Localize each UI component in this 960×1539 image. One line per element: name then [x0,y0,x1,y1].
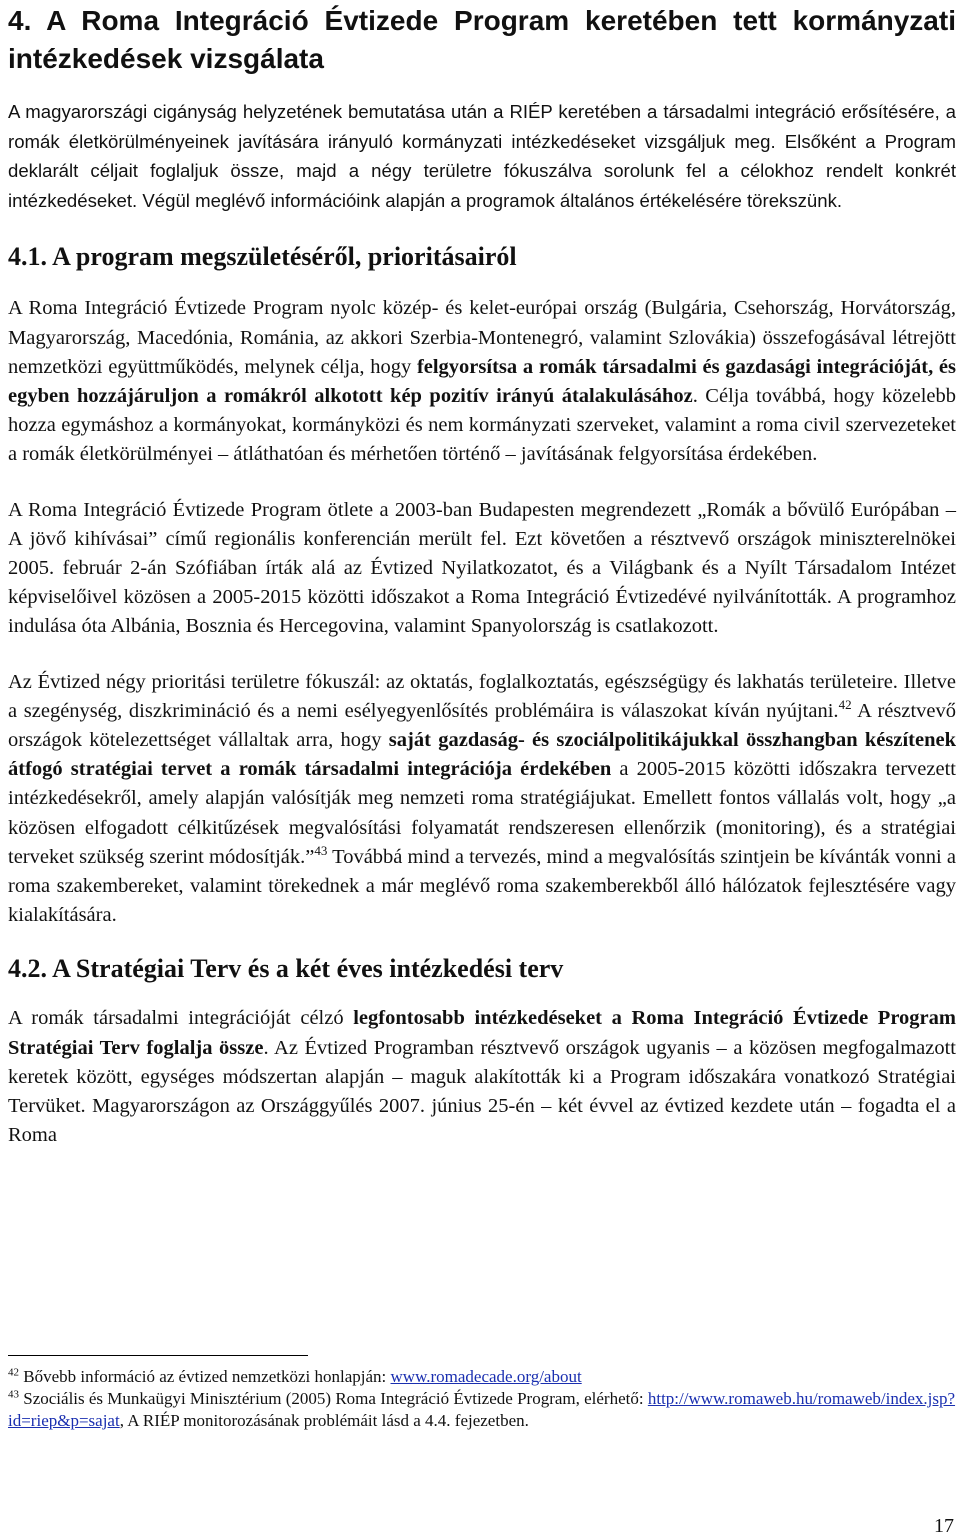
section-4-1-paragraph-1 [8,294,956,469]
footnote-separator [8,1355,308,1356]
text-run: A Roma Integráció Évtizede Program nyolc közép- és kelet-európai ország (Bulgária, Csehország, Horvátország, Magyarország, Macedónia, Románia, az akkori Szerbia-Montenegró, valamint Szlovákia) összefogásával létrejött nemzetközi együttműködés, melynek célja, hogy [8,297,956,378]
section-4-1-paragraph-2: A Roma Integráció Évtizede Program ötlete a 2003-ban Budapesten megrendezett „Romák a bővülő Európában – A jövő kihívásai” című regionális konferencián merült fel. Ezt követően a résztvevő országok miniszterelnökei 2005. február 2-án Szófiában írták alá az Évtized Nyilatkozatot, és a Világbank és a Nyílt Társadalom Intézet képviselőivel közösen a 2005-2015 közötti időszakot a Roma Integráció Évtizedévé nyilvánították. A programhoz indulása óta Albánia, Bosznia és Hercegovina, valamint Spanyolország is csatlakozott. [8,498,956,638]
text-run: Az Évtized négy prioritási területre fókuszál: az oktatás, foglalkoztatás, egészségügy és lakhatás területeire. Illetve a szegénység, diszkrimináció és a nemi esélyegyenlősítés problémáira is válaszokat kíván nyújtani. [8,670,956,722]
footnote-text: Szociális és Munkaügyi Minisztérium (2005) Roma Integráció Évtizede Program, elérhető: [19,1389,648,1408]
footnote-text: , A RIÉP monitorozásának problémáit lásd a 4.4. fejezetben. [119,1411,529,1430]
section-4-1-paragraph-3 [8,668,956,931]
text-run: A romák társadalmi integrációját célzó [8,1007,354,1030]
bold-text-run: saját gazdaság- és szociálpolitikájukkal összhangban készítenek átfogó stratégiai tervet a romák társadalmi integrációja érdekében [8,729,957,781]
section-4-1-heading: 4.1. A program megszületéséről, prioritásairól [8,242,517,272]
bold-text-run: felgyorsítsa a romák társadalmi és gazdasági integrációját, és egyben hozzájáruljon a romákról alkotott kép pozitív irányú átalakulásához [8,355,956,407]
bold-text-run: legfontosabb intézkedéseket a Roma Integráció Évtizede Program Stratégiai Terv foglalja össze [8,1007,956,1059]
text-run: . Célja továbbá, hogy közelebb hozza egymáshoz a kormányokat, kormányközi és nem kormányzati szerveket, valamint a roma civil szervezeteket a romák életkörülményei – átláthatóan és mérhetően történő – javításának felgyorsítása érdekében. [8,384,957,466]
footnote-43 [8,1388,956,1432]
footnote-42 [8,1366,956,1388]
footnote-ref-42[interactable]: 42 [838,696,852,712]
footnote-ref-43[interactable]: 43 [314,843,328,858]
footnote-link[interactable]: http://www.romaweb.hu/romaweb/index.jsp?id=riep&p=sajat [8,1389,956,1430]
section-4-2-paragraph-1 [8,1004,956,1150]
footnote-number: 42 [8,1366,19,1379]
section-4-intro: A magyarországi cigányság helyzetének bemutatása után a RIÉP keretében a társadalmi integráció erősítésére, a romák életkörülményeinek javítására irányuló kormányzati intézkedéseket vizsgáljuk meg. Elsőként a Program deklarált céljait foglaljuk össze, majd a négy területre fókuszálva sorolunk fel a célokhoz rendelt konkrét intézkedéseket. Végül meglévő információink alapján a programok általános értékelésére törekszünk. [8,101,956,211]
footnote-link[interactable]: www.romadecade.org/about [390,1367,582,1386]
footnote-number: 43 [8,1388,19,1401]
page-number: 17 [934,1515,954,1537]
footnote-text: Bővebb információ az évtized nemzetközi honlapján: [19,1367,391,1386]
text-run: Továbbá mind a tervezés, mind a megvalósítás szintjein be kívánták vonni a roma szakembereket, valamint törekednek a már meglévő roma szakemberekből álló hálózatok fejlesztésére vagy kialakítására. [8,845,956,927]
document-page [8,0,956,1150]
text-run: . Az Évtized Programban résztvevő országok ugyanis – a közösen megfogalmazott keretek között, egységes módszertan alapján – maguk alakították ki a Program időszakára vonatkozó Stratégiai Tervüket. Magyarországon az Országgyűlés 2007. június 25-én – két évvel az évtized kezdete után – fogadta el a Roma [8,1036,956,1147]
text-run: a 2005-2015 közötti időszakra tervezett intézkedésekről, amely alapján valósítják meg nemzeti roma stratégiájukat. Emellett fontos vállalás volt, hogy „a közösen elfogadott célkitűzések megvalósítási folyamatát rendszeresen ellenőrzik (monitoring), és a stratégiai terveket szükség szerint módosítják.” [8,758,956,868]
section-4-heading: 4. A Roma Integráció Évtizede Program keretében tett kormányzati intézkedések vizsgálata [8,5,956,74]
footnotes [8,1355,956,1432]
section-4-2-heading: 4.2. A Stratégiai Terv és a két éves intézkedési terv [8,954,564,984]
text-run: A résztvevő országok kötelezettséget vállaltak arra, hogy [8,699,957,752]
